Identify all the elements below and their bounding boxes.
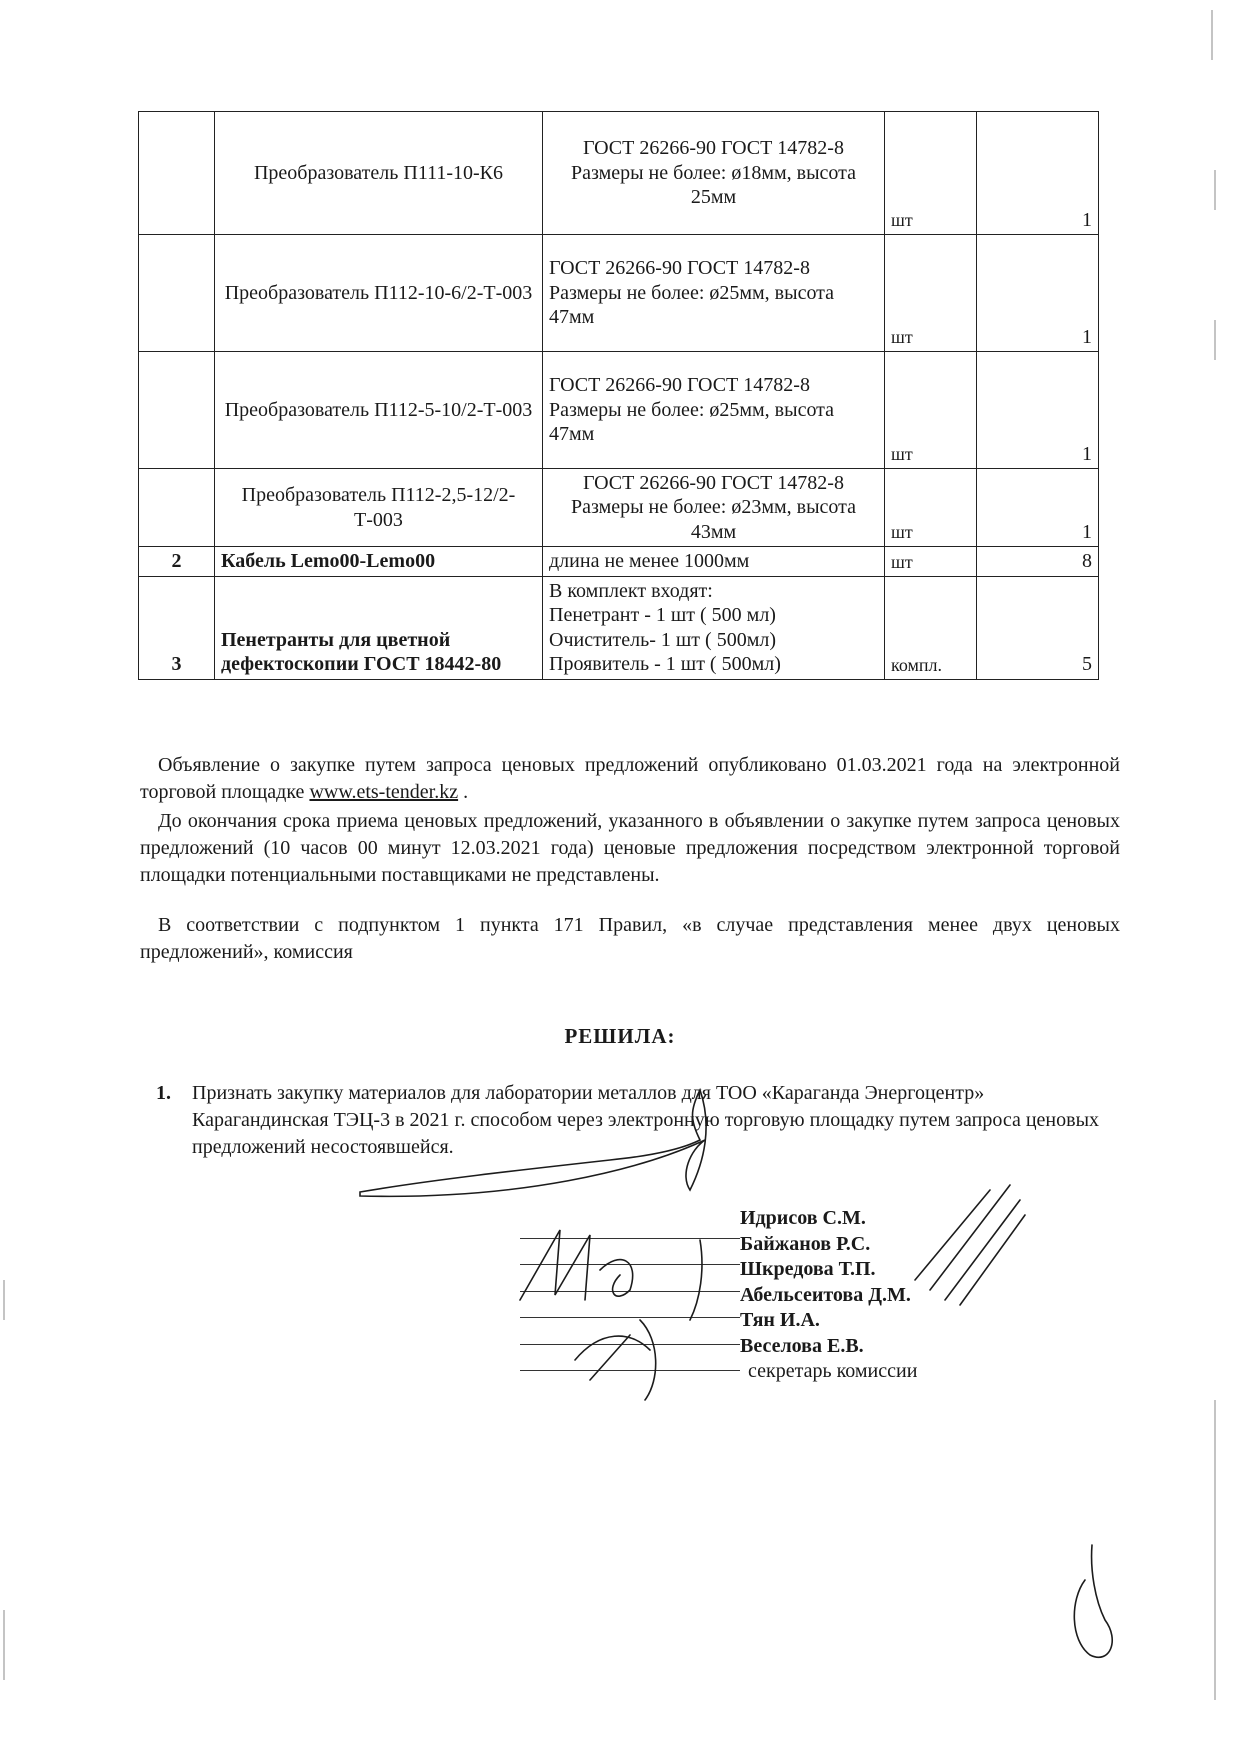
item-quantity: 1 [977,469,1099,547]
rules-paragraph [140,912,1120,966]
commission-members [740,1206,917,1385]
signature-line [520,1292,740,1319]
spec-line: В комплект входят: [549,579,713,602]
item-spec [543,576,885,679]
announcement-text: Объявление о закупке путем запроса ценовых предложений опубликовано 01.03.2021 года на электронной торговой площадке [140,754,1120,803]
signature-line [520,1212,740,1239]
member-name: Тян И.А. [740,1309,820,1331]
member-name: Байжанов Р.С. [740,1232,871,1255]
item-spec [543,112,885,235]
spec-line: Размеры не более: ø23мм, высота [570,496,857,519]
spec-line: Размеры не более: ø18мм, высота [570,161,857,184]
table-row [139,352,1099,469]
signature-lines [520,1212,740,1371]
member-signature [915,1185,1025,1305]
spec-line: Проявитель - 1 шт ( 500мл) [549,652,781,675]
spec-line: ГОСТ 26266-90 ГОСТ 14782-8 [583,137,844,160]
decision-heading: РЕШИЛА: [564,1024,676,1048]
item-unit: шт [885,112,977,235]
item-unit: шт [885,235,977,352]
item-spec [543,352,885,469]
table-row [139,112,1099,235]
spec-line: ГОСТ 26266-90 ГОСТ 14782-8 [549,374,810,397]
item-name: Кабель Lemo00-Lemo00 [215,547,543,576]
signature-line [520,1345,740,1372]
spec-line: Размеры не более: ø25мм, высота [549,398,835,421]
item-unit: шт [885,352,977,469]
item-spec [543,235,885,352]
item-spec [543,469,885,547]
signature-line [520,1318,740,1345]
table-row [139,469,1099,547]
secretary-role: секретарь комиссии [748,1360,918,1382]
item-quantity: 1 [977,235,1099,352]
item-quantity: 5 [977,576,1099,679]
page-initial [1074,1545,1112,1657]
row-number: 3 [139,576,215,679]
items-table [138,111,1099,680]
row-number [139,469,215,547]
spec-line: 25мм [690,186,737,209]
spec-line: 47мм [549,306,595,329]
announcement-end: . [458,781,469,803]
item-quantity: 8 [977,547,1099,576]
member-name: Шкредова Т.П. [740,1258,876,1280]
decision-number: 1. [156,1082,171,1104]
row-number [139,235,215,352]
decision-item [156,1080,1120,1161]
row-number: 2 [139,547,215,576]
spec-line: 43мм [690,520,737,543]
spec-line: ГОСТ 26266-90 ГОСТ 14782-8 [583,472,844,494]
spec-line: 47мм [549,423,595,446]
spec-line: Пенетрант - 1 шт ( 500 мл) [549,604,776,627]
announcement-paragraph [140,752,1120,806]
spec-line: Размеры не более: ø25мм, высота [549,281,835,304]
table-row [139,576,1099,679]
row-number [139,112,215,235]
member-name: Идрисов С.М. [740,1207,866,1229]
item-name: Преобразователь П112-10-6/2-Т-003 [215,235,543,352]
table-row [139,235,1099,352]
item-quantity: 1 [977,112,1099,235]
decision-text: Признать закупку материалов для лаборатории металлов для ТОО «Караганда Энергоцентр» Карагандинская ТЭЦ-3 в 2021 г. способом через электронную торговую площадку путем запроса ценовых предложений несостоявшейся. [192,1082,1100,1158]
signature-line [520,1265,740,1292]
member-name: Абельсеитова Д.М. [740,1283,911,1306]
spec-line: Очиститель- 1 шт ( 500мл) [549,628,777,651]
item-unit: шт [885,469,977,547]
deadline-paragraph [140,808,1120,889]
item-unit: шт [885,547,977,576]
ets-tender-link[interactable]: www.ets-tender.kz [309,781,459,803]
item-name: Преобразователь П112-2,5-12/2-Т-003 [215,469,543,547]
item-name: Преобразователь П111-10-К6 [215,112,543,235]
item-name: Пенетранты для цветной дефектоскопии ГОСТ 18442-80 [215,576,543,679]
item-quantity: 1 [977,352,1099,469]
item-spec [543,547,885,576]
deadline-text: До окончания срока приема ценовых предложений, указанного в объявлении о закупке путем запроса ценовых предложений (10 часов 00 минут 12.03.2021 года) ценовые предложения посредством электронной торговой площадки потенциальными поставщиками не представлены. [140,810,1120,886]
item-unit: компл. [885,576,977,679]
member-name: Веселова Е.В. [740,1334,864,1357]
row-number [139,352,215,469]
item-name: Преобразователь П112-5-10/2-Т-003 [215,352,543,469]
spec-line: ГОСТ 26266-90 ГОСТ 14782-8 [549,257,810,280]
table-row [139,547,1099,576]
signature-line [520,1239,740,1266]
spec-line: длина не менее 1000мм [549,550,750,573]
rules-text: В соответствии с подпунктом 1 пункта 171 Правил, «в случае представления менее двух ценовых предложений», комиссия [140,914,1120,963]
